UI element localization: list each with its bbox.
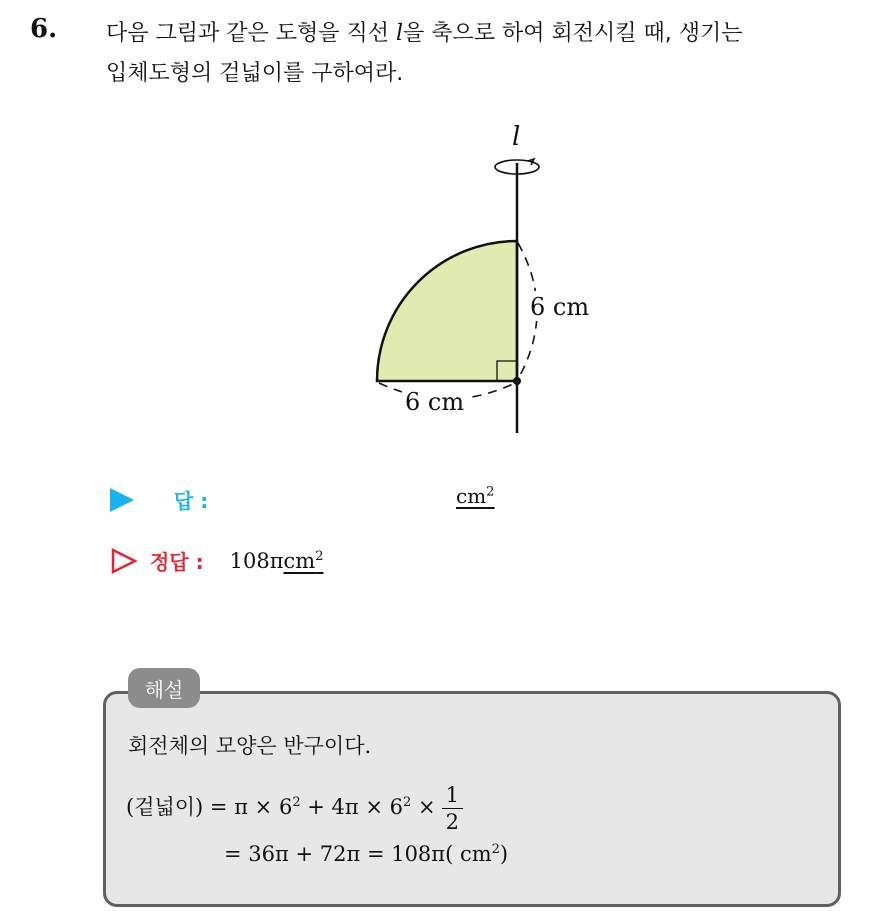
- outline-triangle-icon: [110, 547, 138, 575]
- explanation-line-1: 회전체의 모양은 반구이다.: [128, 734, 372, 758]
- correct-answer-value: [230, 549, 324, 573]
- fraction: [442, 782, 463, 835]
- formula-lhs: (겉넓이) = π × 6: [126, 795, 293, 819]
- quarter-circle-shape: [377, 241, 517, 381]
- question-text-line-1: [106, 16, 743, 47]
- center-point: [513, 377, 521, 385]
- formula-mid: + 4π × 6: [300, 795, 404, 819]
- correct-value-number: 108π: [229, 548, 284, 573]
- explanation-line-3: [224, 842, 508, 866]
- answer-label: 답 :: [174, 489, 209, 513]
- question-text-part-a: 다음 그림과 같은 도형을 직선: [106, 21, 396, 46]
- question-text-part-b: 을 축으로 하여 회전시킬 때, 생기는: [403, 21, 743, 46]
- fraction-numerator: 1: [442, 782, 463, 809]
- formula-result: = 36π + 72π = 108π( cm: [224, 842, 492, 866]
- formula-times: ×: [411, 795, 436, 819]
- formula-exp-1: 2: [292, 795, 301, 810]
- formula-result-exp: 2: [491, 842, 500, 857]
- play-triangle-icon: [110, 488, 134, 512]
- correct-answer-row: [110, 546, 323, 575]
- formula-exp-2: 2: [403, 795, 412, 810]
- axis-variable: l: [396, 21, 404, 46]
- correct-value-unit: cm: [283, 548, 316, 573]
- question-text-line-2: 입체도형의 겉넓이를 구하여라.: [106, 61, 404, 86]
- question-number: 6.: [30, 14, 58, 44]
- horizontal-length-label: 6 cm: [405, 388, 465, 416]
- answer-unit-text: cm: [456, 484, 487, 508]
- explanation-line-2: [126, 782, 463, 835]
- correct-answer-label: 정답 :: [150, 550, 204, 574]
- answer-row: [110, 485, 208, 514]
- formula-result-close: ): [499, 842, 509, 866]
- answer-unit-exponent: 2: [486, 484, 495, 500]
- fraction-denominator: 2: [445, 810, 459, 834]
- rotation-figure: [360, 115, 610, 445]
- correct-unit-exponent: 2: [315, 548, 324, 564]
- explanation-tab: 해설: [128, 668, 200, 708]
- axis-label: l: [512, 122, 521, 152]
- vertical-length-label: 6 cm: [530, 293, 590, 321]
- answer-input-unit[interactable]: [456, 484, 494, 508]
